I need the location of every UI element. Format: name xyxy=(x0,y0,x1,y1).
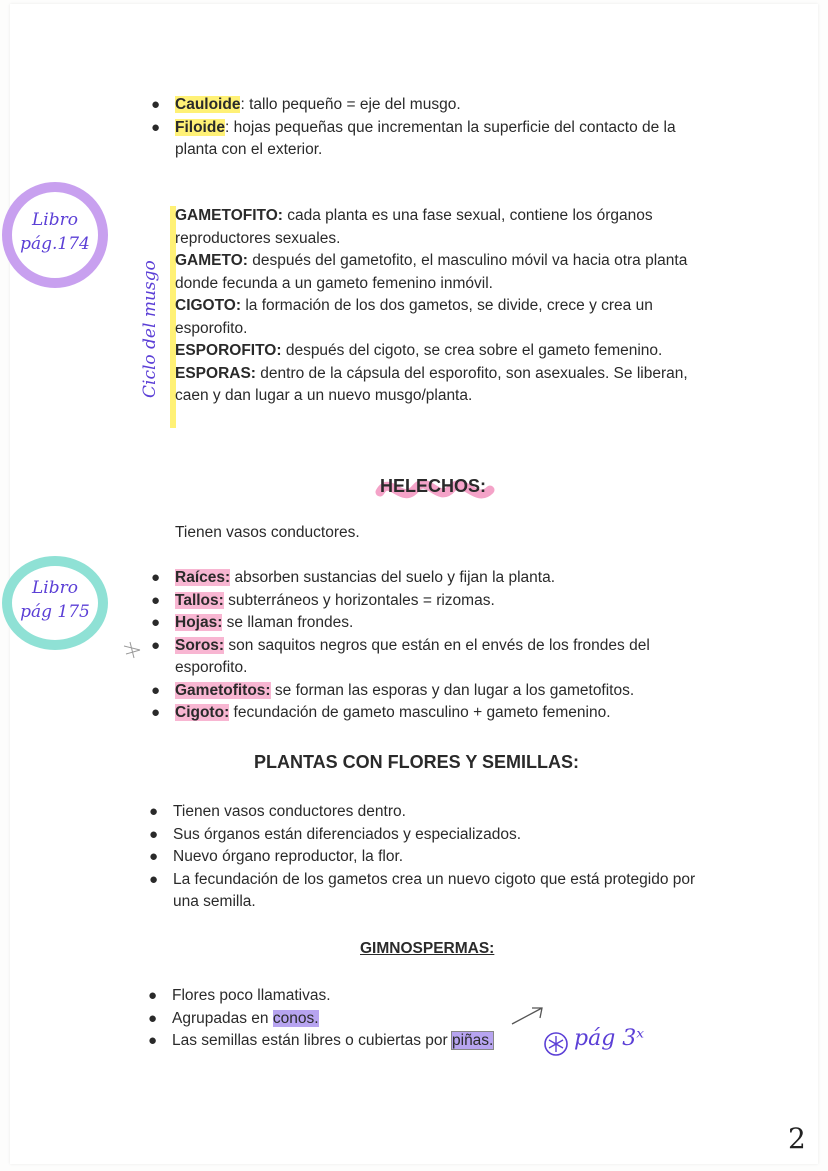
section-title-gimnospermas: GIMNOSPERMAS: xyxy=(360,940,495,957)
list-item: ● Flores poco llamativas. xyxy=(148,987,331,1004)
highlight-conos: conos. xyxy=(272,1009,319,1027)
list-item: ● Hojas: se llaman frondes. xyxy=(151,614,354,631)
gimnospermas-list xyxy=(148,985,732,1053)
list-item: ● Nuevo órgano reproductor, la flor. xyxy=(149,848,404,865)
highlight-pinas: piñas. xyxy=(452,1032,494,1049)
list-item: ● Soros: son saquitos negros que están en el envés de los frondes del esporofito. xyxy=(151,636,650,676)
helechos-intro: Tienen vasos conductores. xyxy=(175,524,360,541)
list-item: ● Gametofitos: se forman las esporas y dan lugar a los gametofitos. xyxy=(151,681,635,699)
margin-note-libro-174: Libro pág.174 xyxy=(2,182,108,288)
list-item: CIGOTO: la formación de los dos gametos, se divide, crece y crea un esporofito. xyxy=(175,297,653,337)
section-title-helechos: HELECHOS: xyxy=(380,476,487,496)
list-item: ● Filoide: hojas pequeñas que incrementan la superficie del contacto de la planta con el exterior. xyxy=(151,118,676,158)
asterisk-circle-icon xyxy=(542,1030,570,1058)
helechos-list xyxy=(151,567,715,725)
term-filoide: Filoide xyxy=(175,118,225,136)
list-item: ESPORAS: dentro de la cápsula del esporofito, son asexuales. Se liberan, caen y dan lugar a un nuevo musgo/planta. xyxy=(175,364,688,404)
list-item: ● Agrupadas en conos. xyxy=(148,1009,319,1027)
pen-arrow-icon xyxy=(508,1004,548,1028)
margin-note-libro-175: Libro pág 175 xyxy=(2,556,108,650)
list-item: ● Tienen vasos conductores dentro. xyxy=(149,803,406,820)
ciclo-list xyxy=(175,205,705,408)
plantas-list xyxy=(149,801,713,914)
list-item: ● Cauloide: tallo pequeño = eje del musgo. xyxy=(151,96,461,113)
section-title-plantas: PLANTAS CON FLORES Y SEMILLAS: xyxy=(254,752,580,772)
list-item: GAMETOFITO: cada planta es una fase sexual, contiene los órganos reproductores sexuales. xyxy=(175,207,653,247)
top-bullet-list xyxy=(151,94,715,162)
list-item: ● Sus órganos están diferenciados y especializados. xyxy=(149,825,522,843)
list-item: GAMETO: después del gametofito, el masculino móvil va hacia otra planta donde fecunda a un gameto femenino inmóvil. xyxy=(175,252,688,292)
list-item: ● Las semillas están libres o cubiertas por piñas. xyxy=(148,1032,494,1049)
page-number: 2 xyxy=(788,1122,806,1155)
margin-note-pag-3: pág 3ˣ xyxy=(574,1026,645,1051)
term-cauloide: Cauloide xyxy=(175,96,241,113)
margin-note-ciclo: Ciclo del musgo xyxy=(140,260,160,398)
arrow-mark-icon xyxy=(122,640,152,660)
list-item: ● Cigoto: fecundación de gameto masculino + gameto femenino. xyxy=(151,704,611,721)
list-item: ● Raíces: absorben sustancias del suelo y fijan la planta. xyxy=(151,569,555,586)
list-item: ESPOROFITO: después del cigoto, se crea sobre el gameto femenino. xyxy=(175,342,663,359)
list-item: ● Tallos: subterráneos y horizontales = rizomas. xyxy=(151,591,495,609)
list-item: ● La fecundación de los gametos crea un nuevo cigoto que está protegido por una semilla. xyxy=(149,870,696,910)
